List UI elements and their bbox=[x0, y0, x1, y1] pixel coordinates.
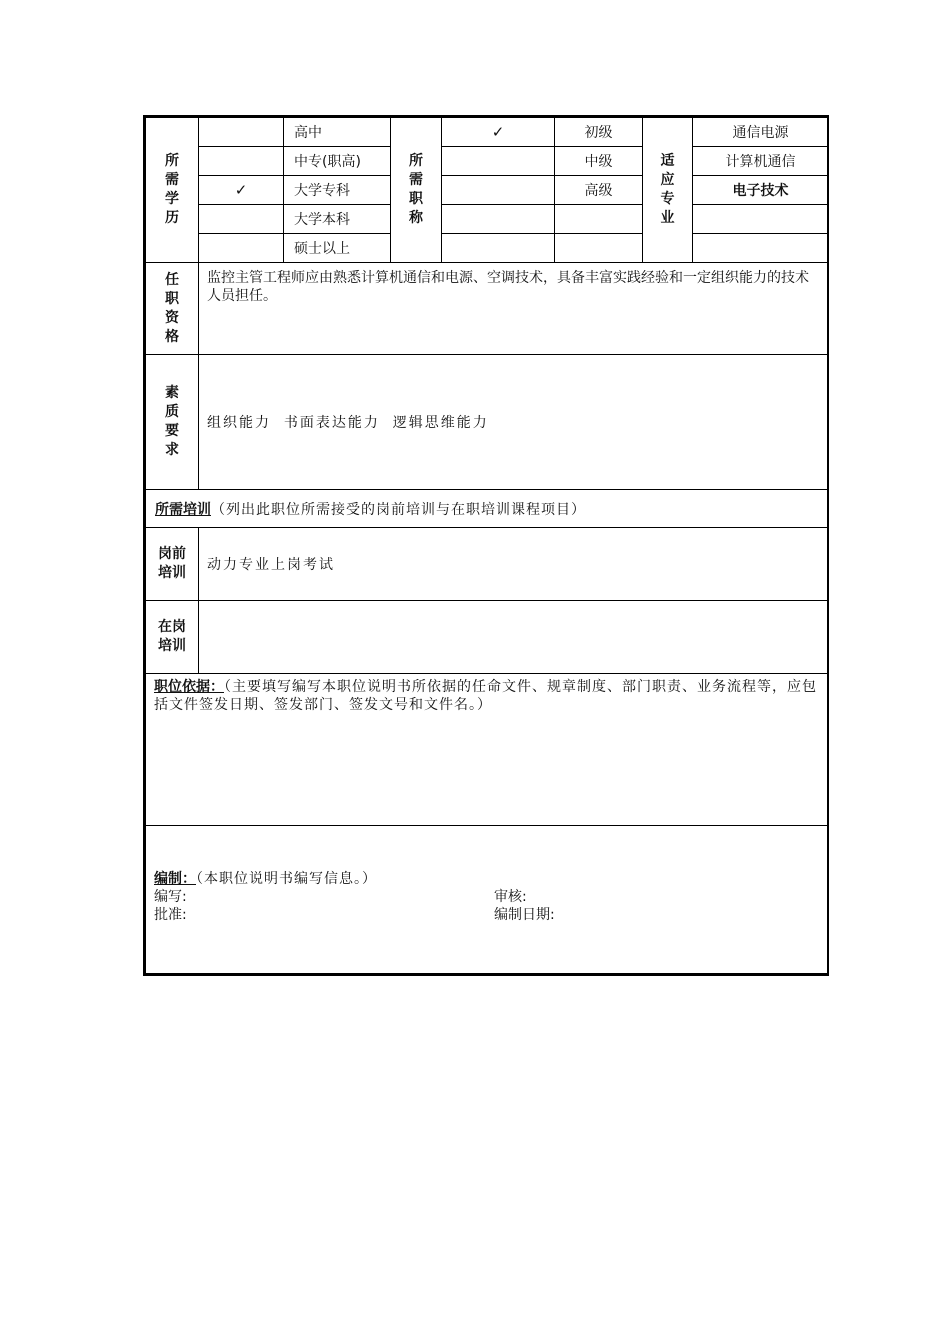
qualification-label: 任 职 资 格 bbox=[146, 263, 199, 355]
job-description-table bbox=[145, 117, 829, 974]
education-label: 所 需 学 历 bbox=[146, 118, 199, 263]
title-check-cell bbox=[442, 147, 555, 176]
title-check-cell: ✓ bbox=[442, 118, 555, 147]
title-label: 所 需 职 称 bbox=[391, 118, 442, 263]
table-row bbox=[146, 528, 829, 601]
compile-cell bbox=[146, 826, 829, 974]
title-check-cell bbox=[442, 176, 555, 205]
title-level: 中级 bbox=[555, 147, 643, 176]
education-level: 中专(职高) bbox=[284, 147, 391, 176]
basis-heading: 职位依据： bbox=[154, 679, 224, 695]
table-row bbox=[146, 205, 829, 234]
title-check-cell bbox=[442, 205, 555, 234]
compile-note: （本职位说明书编写信息。） bbox=[196, 871, 377, 887]
pre-training-label: 岗前 培训 bbox=[146, 528, 199, 601]
education-check-cell: ✓ bbox=[199, 176, 284, 205]
major-item: 电子技术 bbox=[693, 176, 829, 205]
title-level: 初级 bbox=[555, 118, 643, 147]
education-level: 高中 bbox=[284, 118, 391, 147]
major-item bbox=[693, 234, 829, 263]
compile-heading: 编制： bbox=[154, 871, 196, 887]
education-check-cell bbox=[199, 147, 284, 176]
on-training-text bbox=[199, 601, 829, 674]
training-note: （列出此职位所需接受的岗前培训与在职培训课程项目） bbox=[211, 501, 586, 518]
table-row bbox=[146, 234, 829, 263]
education-level: 大学专科 bbox=[284, 176, 391, 205]
quality-text: 组织能力 书面表达能力 逻辑思维能力 bbox=[199, 355, 829, 490]
table-row bbox=[146, 118, 829, 147]
major-item: 计算机通信 bbox=[693, 147, 829, 176]
compile-heading-line bbox=[154, 870, 820, 888]
basis-note: （主要填写编写本职位说明书所依据的任命文件、规章制度、部门职责、业务流程等，应包括文件签发日期、签发部门、签发文号和文件名。） bbox=[154, 679, 817, 713]
education-check-cell bbox=[199, 234, 284, 263]
title-level: 高级 bbox=[555, 176, 643, 205]
title-level bbox=[555, 205, 643, 234]
title-level bbox=[555, 234, 643, 263]
major-item bbox=[693, 205, 829, 234]
education-check-cell bbox=[199, 118, 284, 147]
title-check-cell bbox=[442, 234, 555, 263]
table-row bbox=[146, 263, 829, 355]
table-row bbox=[146, 674, 829, 826]
job-description-page bbox=[143, 115, 829, 976]
writer-field: 编写: bbox=[154, 889, 187, 905]
basis-cell bbox=[146, 674, 829, 826]
table-row bbox=[146, 826, 829, 974]
table-row bbox=[146, 176, 829, 205]
major-item: 通信电源 bbox=[693, 118, 829, 147]
table-row bbox=[146, 601, 829, 674]
approver-field: 批准: bbox=[154, 907, 187, 923]
table-row bbox=[146, 490, 829, 528]
training-heading-cell bbox=[146, 490, 829, 528]
major-label: 适 应 专 业 bbox=[643, 118, 693, 263]
compile-fields bbox=[154, 888, 820, 924]
education-level: 大学本科 bbox=[284, 205, 391, 234]
date-field: 编制日期: bbox=[494, 907, 555, 923]
on-training-label: 在岗 培训 bbox=[146, 601, 199, 674]
quality-label: 素 质 要 求 bbox=[146, 355, 199, 490]
table-row bbox=[146, 147, 829, 176]
reviewer-field: 审核: bbox=[494, 889, 527, 905]
qualification-text: 监控主管工程师应由熟悉计算机通信和电源、空调技术，具备丰富实践经验和一定组织能力的技术人员担任。 bbox=[199, 263, 829, 355]
pre-training-text: 动力专业上岗考试 bbox=[199, 528, 829, 601]
education-check-cell bbox=[199, 205, 284, 234]
training-heading: 所需培训 bbox=[155, 501, 211, 518]
education-level: 硕士以上 bbox=[284, 234, 391, 263]
table-row bbox=[146, 355, 829, 490]
